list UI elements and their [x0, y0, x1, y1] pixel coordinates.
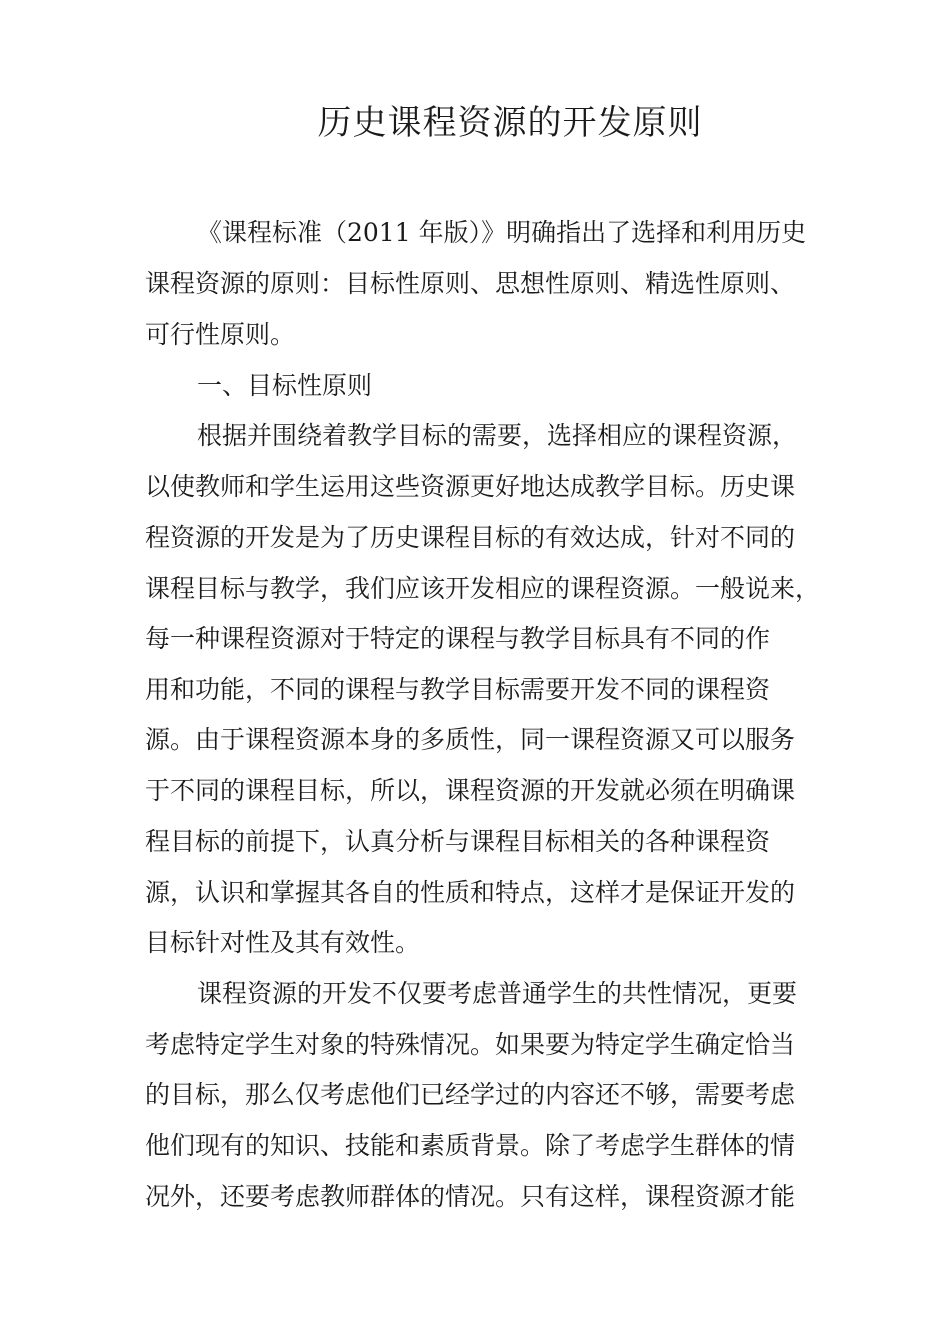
text-line: 程目标的前提下，认真分析与课程目标相关的各种课程资 [145, 827, 771, 856]
text-line: 课程目标与教学，我们应该开发相应的课程资源。一般说来， [145, 574, 821, 603]
text-line: 可行性原则。 [145, 320, 296, 349]
section-heading: 一、目标性原则 [197, 371, 373, 400]
text-line: 课程资源的原则：目标性原则、思想性原则、精选性原则、 [145, 269, 796, 298]
text-line: 源，认识和掌握其各自的性质和特点，这样才是保证开发的 [145, 878, 796, 907]
document-title: 历史课程资源的开发原则 [317, 103, 703, 143]
text-line: 每一种课程资源对于特定的课程与教学目标具有不同的作 [145, 624, 771, 653]
text-line: 《课程标准（2011 年版）》明确指出了选择和利用历史 [197, 218, 807, 247]
text-line: 目标针对性及其有效性。 [145, 928, 421, 957]
text-line: 以使教师和学生运用这些资源更好地达成教学目标。历史课 [145, 472, 796, 501]
text-line: 根据并围绕着教学目标的需要，选择相应的课程资源， [197, 421, 798, 450]
text-line: 源。由于课程资源本身的多质性，同一课程资源又可以服务 [145, 725, 796, 754]
text-line: 于不同的课程目标，所以，课程资源的开发就必须在明确课 [145, 776, 796, 805]
text-line: 的目标，那么仅考虑他们已经学过的内容还不够，需要考虑 [145, 1080, 796, 1109]
text-line: 他们现有的知识、技能和素质背景。除了考虑学生群体的情 [145, 1131, 796, 1160]
text-line: 考虑特定学生对象的特殊情况。如果要为特定学生确定恰当 [145, 1030, 796, 1059]
text-line: 用和功能，不同的课程与教学目标需要开发不同的课程资 [145, 675, 771, 704]
text-line: 况外，还要考虑教师群体的情况。只有这样，课程资源才能 [145, 1182, 796, 1211]
text-line: 课程资源的开发不仅要考虑普通学生的共性情况，更要 [197, 979, 798, 1008]
text-line: 程资源的开发是为了历史课程目标的有效达成，针对不同的 [145, 523, 796, 552]
